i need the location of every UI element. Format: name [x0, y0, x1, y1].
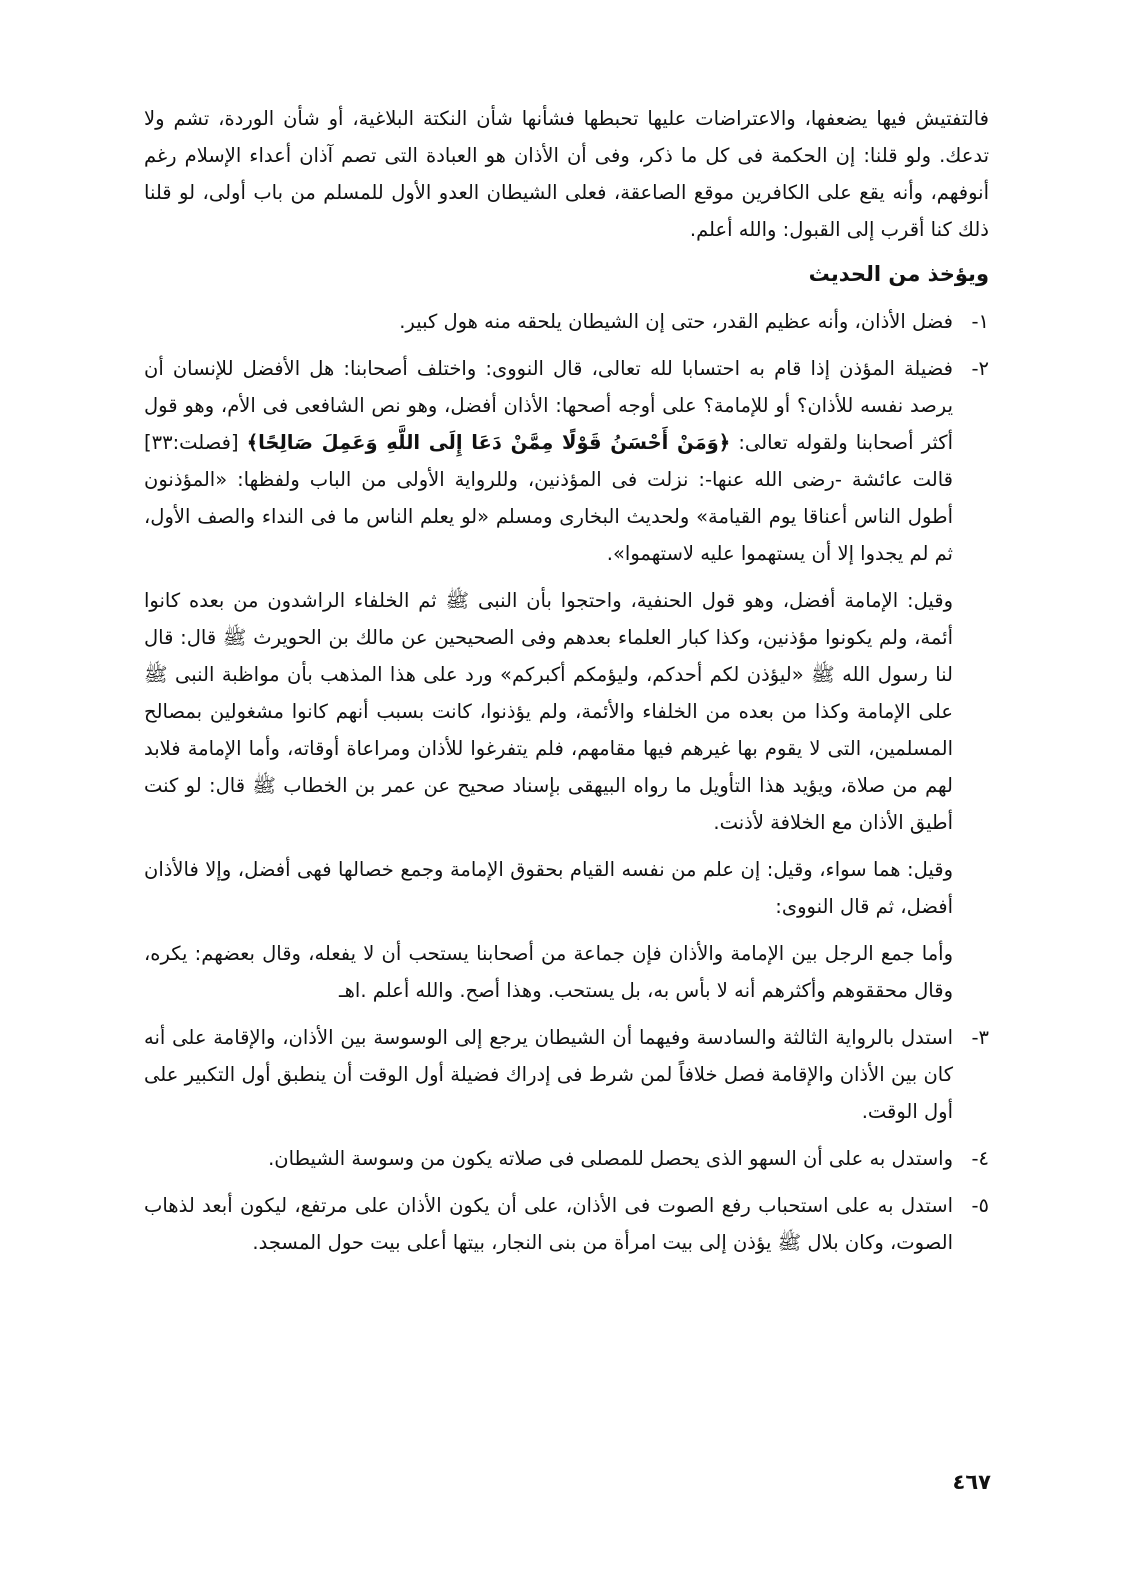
item-paragraph-2: وقيل: الإمامة أفضل، وهو قول الحنفية، واحتجوا بأن النبى ﷺ ثم الخلفاء الراشدون من بعده كانوا أئمة، ولم يكونوا مؤذنين، وكذا كبار العلماء بعدهم وفى الصحيحين عن مالك بن الحويرث ﷺ قال: قال لنا رسول الله ﷺ «ليؤذن لكم أحدكم، وليؤمكم أكبركم» ورد على هذا المذهب بأن مواظبة النبى ﷺ على الإمامة وكذا من بعده من الخلفاء والأئمة، ولم يؤذنوا، كانت بسبب أنهم كانوا مشغولين بمصالح المسلمين، التى لا يقوم بها غيرهم فيها مقامهم، فلم يتفرغوا للأذان ومراعاة أوقاته، وأما الإمامة فلابد لهم من صلاة، ويؤيد هذا التأويل ما رواه البيهقى بإسناد صحيح عن عمر بن الخطاب ﷺ قال: لو كنت أطيق الأذان مع الخلافة لأذنت.: [144, 589, 953, 834]
section-heading: ويؤخذ من الحديث: [808, 262, 989, 286]
list-item-1: [144, 303, 989, 340]
item-body: [144, 303, 953, 340]
item-body: [144, 1187, 953, 1261]
list-item-3: [144, 1019, 989, 1130]
text-after-verse: [فصلت:٣٣] قالت عائشة -رضى الله عنها-: نزلت فى المؤذنين، وللرواية الأولى من الباب ولفظها: «المؤذنون أطول الناس أعناقا يوم القيامة» ولحديث البخارى ومسلم «لو يعلم الناس ما فى النداء والصف الأول، ثم لم يجدوا إلا أن يستهموا عليه لاستهموا».: [144, 431, 953, 565]
item-body: [144, 1140, 953, 1177]
item-paragraph-3: وقيل: هما سواء، وقيل: إن علم من نفسه القيام بحقوق الإمامة وجمع خصالها فهى أفضل، وإلا فالأذان أفضل، ثم قال النووى:: [144, 858, 953, 918]
item-body: [144, 350, 953, 1009]
item-text: فضل الأذان، وأنه عظيم القدر، حتى إن الشيطان يلحقه منه هول كبير.: [399, 310, 953, 333]
quran-verse: ﴿وَمَنْ أَحْسَنُ قَوْلًا مِمَّنْ دَعَا إِلَى اللَّهِ وَعَمِلَ صَالِحًا﴾: [246, 431, 731, 454]
item-text: استدل به على استحباب رفع الصوت فى الأذان، على أن يكون الأذان على مرتفع، ليكون أبعد لذهاب الصوت، وكان بلال ﷺ يؤذن إلى بيت امرأة من بنى النجار، بيتها أعلى بيت حول المسجد.: [144, 1194, 953, 1254]
item-body: [144, 1019, 953, 1130]
item-number: ٢-: [971, 357, 989, 380]
item-text: استدل بالرواية الثالثة والسادسة وفيهما أن الشيطان يرجع إلى الوسوسة بين الأذان، والإقامة على أنه كان بين الأذان والإقامة فصل خلافاً لمن شرط فى إدراك فضيلة أول الوقت أن ينطبق أول التكبير على أول الوقت.: [144, 1026, 953, 1123]
item-paragraph-1: [144, 350, 953, 572]
list-item-5: [144, 1187, 989, 1261]
page-body: [144, 100, 989, 1261]
page-number: ٤٦٧: [952, 1470, 991, 1494]
item-paragraph-4: وأما جمع الرجل بين الإمامة والأذان فإن جماعة من أصحابنا يستحب أن لا يفعله، وقال بعضهم: يكره، وقال محققوهم وأكثرهم أنه لا بأس به، بل يستحب. وهذا أصح. والله أعلم .اهـ: [144, 942, 953, 1002]
item-number: ٥-: [971, 1194, 989, 1217]
item-number: ٣-: [971, 1026, 989, 1049]
item-text: واستدل به على أن السهو الذى يحصل للمصلى فى صلاته يكون من وسوسة الشيطان.: [268, 1147, 953, 1170]
intro-paragraph: فالتفتيش فيها يضعفها، والاعتراضات عليها تحبطها فشأنها شأن النكتة البلاغية، أو شأن الوردة، تشم ولا تدعك. ولو قلنا: إن الحكمة فى كل ما ذكر، وفى أن الأذان هو العبادة التى تصم آذان أعداء الإسلام رغم أنوفهم، وأنه يقع على الكافرين موقع الصاعقة، فعلى الشيطان العدو الأول للمسلم من باب أولى، لو قلنا ذلك كنا أقرب إلى القبول: والله أعلم.: [144, 107, 989, 241]
list-item-4: [144, 1140, 989, 1177]
text-before-verse: فضيلة المؤذن إذا قام به احتسابا لله تعالى، قال النووى: واختلف أصحابنا: هل الأفضل للإنسان أن يرصد نفسه للأذان؟ أو للإمامة؟ على أوجه أصحها: الأذان أفضل، وهو نص الشافعى فى الأم، وهو قول أكثر أصحابنا ولقوله تعالى:: [144, 357, 953, 454]
item-number: ٤-: [971, 1147, 989, 1170]
list-item-2: [144, 350, 989, 1009]
item-number: ١-: [971, 310, 989, 333]
